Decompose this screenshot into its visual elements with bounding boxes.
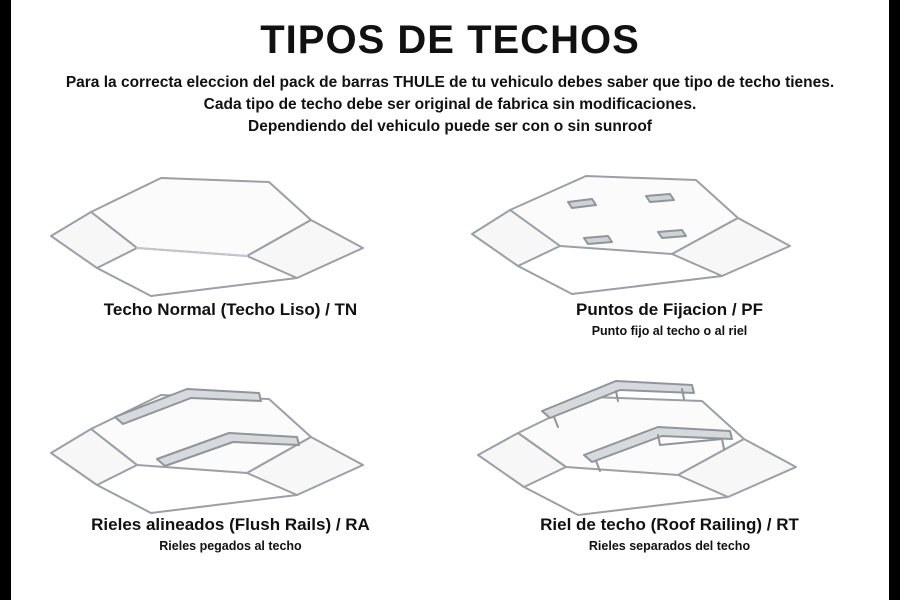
page-title: TIPOS DE TECHOS	[260, 18, 640, 62]
car-roof-flush-rails-icon	[11, 367, 450, 517]
roof-type-card-tn	[11, 152, 450, 372]
roof-type-subcaption-pf: Punto fijo al techo o al riel	[591, 324, 748, 338]
roof-type-caption-tn: Techo Normal (Techo Liso) / TN	[103, 300, 358, 319]
intro-line-3: Dependiendo del vehiculo puede ser con o sin sunroof	[248, 118, 652, 135]
roof-type-subcaption-ra: Rieles pegados al techo	[159, 539, 302, 553]
intro-line-1: Para la correcta eleccion del pack de barras THULE de tu vehiculo debes saber que tipo de techo tienes.	[65, 74, 835, 91]
diagram-content	[11, 0, 889, 600]
roof-type-caption-ra: Rieles alineados (Flush Rails) / RA	[91, 515, 370, 534]
roof-type-subcaption-rt: Rieles separados del techo	[588, 539, 751, 553]
roof-type-caption-pf: Puntos de Fijacion / PF	[575, 300, 764, 319]
left-border-band	[0, 0, 11, 600]
intro-text-block	[11, 72, 889, 138]
car-roof-railing-icon	[450, 367, 889, 517]
roof-type-card-pf	[450, 152, 889, 372]
roof-types-grid	[11, 152, 889, 592]
right-border-band	[889, 0, 900, 600]
roof-type-card-rt	[450, 367, 889, 587]
car-roof-plain-icon	[11, 152, 450, 302]
roof-type-card-ra	[11, 367, 450, 587]
car-roof-fixpoint-icon	[450, 152, 889, 302]
intro-line-2: Cada tipo de techo debe ser original de fabrica sin modificaciones.	[203, 96, 697, 113]
roof-type-caption-rt: Riel de techo (Roof Railing) / RT	[540, 515, 799, 534]
